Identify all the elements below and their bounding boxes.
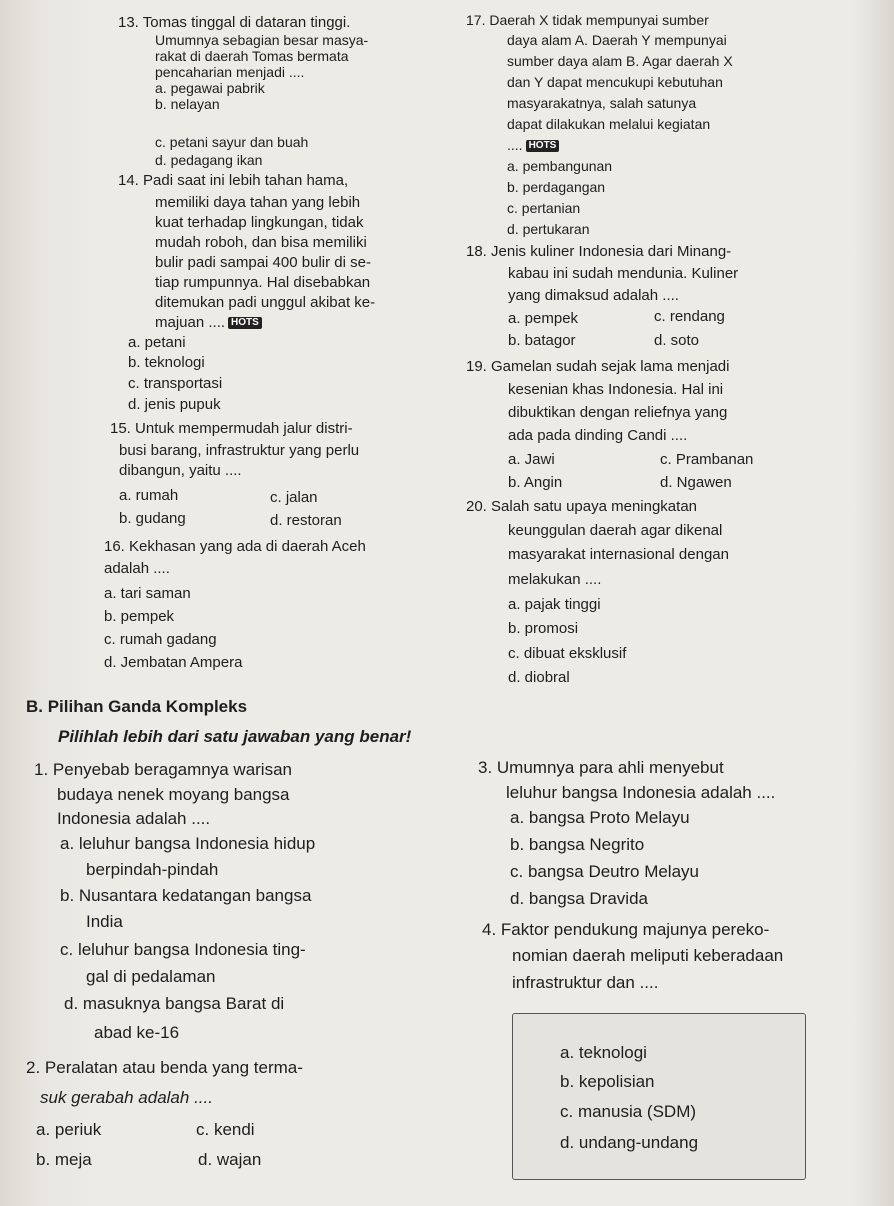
q14-stem-line: ditemukan padi unggul akibat ke-	[155, 294, 376, 311]
q14-stem-line: 14. Padi saat ini lebih tahan hama,	[118, 172, 349, 189]
b-q2-option: a. periuk	[36, 1120, 102, 1139]
b-q1-option: d. masuknya bangsa Barat di	[64, 994, 285, 1013]
q13-option: c. petani sayur dan buah	[155, 134, 309, 150]
b-q4-option: d. undang-undang	[560, 1133, 699, 1152]
q14-stem-line: mudah roboh, dan bisa memiliki	[155, 234, 367, 251]
q14-stem-line: bulir padi sampai 400 bulir di se-	[155, 254, 371, 271]
q17-stem-line: dapat dilakukan melalui kegiatan	[507, 116, 711, 132]
q17-stem-text: ....	[507, 137, 523, 153]
b-q4-stem-line: 4. Faktor pendukung majunya pereko-	[482, 920, 770, 939]
q18-option: b. batagor	[508, 332, 576, 349]
q20-option: d. diobral	[508, 669, 570, 686]
b-q1-stem-line: budaya nenek moyang bangsa	[57, 785, 290, 804]
q15-stem-line: busi barang, infrastruktur yang perlu	[119, 442, 360, 459]
q14-option: a. petani	[128, 334, 186, 351]
b-q3-stem-line: leluhur bangsa Indonesia adalah ....	[506, 783, 776, 802]
q16-option: a. tari saman	[104, 585, 191, 602]
b-q4-option: a. teknologi	[560, 1043, 647, 1062]
b-q3-option: d. bangsa Dravida	[510, 889, 648, 908]
q17-stem-line: sumber daya alam B. Agar daerah X	[507, 53, 733, 69]
q15-stem-line: dibangun, yaitu ....	[119, 462, 242, 479]
b-q4-stem-line: infrastruktur dan ....	[512, 973, 659, 992]
b-q4-options-box	[512, 1013, 806, 1180]
b-q2-stem-line: 2. Peralatan atau benda yang terma-	[26, 1058, 303, 1077]
q16-option: b. pempek	[104, 608, 175, 625]
q16-stem-line: 16. Kekhasan yang ada di daerah Aceh	[104, 538, 366, 555]
b-q3-option: a. bangsa Proto Melayu	[510, 808, 690, 827]
q17-option: c. pertanian	[507, 200, 581, 216]
b-q3-option: c. bangsa Deutro Melayu	[510, 862, 699, 881]
q13-stem-line: pencaharian menjadi ....	[155, 64, 305, 80]
hots-badge: HOTS	[228, 317, 262, 329]
q14-option: b. teknologi	[128, 354, 205, 371]
b-q1-option: a. leluhur bangsa Indonesia hidup	[60, 834, 316, 853]
b-q2-option: b. meja	[36, 1150, 92, 1169]
b-q2-option: c. kendi	[196, 1120, 255, 1139]
q13-stem-line: 13. Tomas tinggal di dataran tinggi.	[118, 14, 351, 31]
q18-option: d. soto	[654, 332, 700, 349]
q17-stem-line: masyarakatnya, salah satunya	[507, 95, 697, 111]
b-q2-option: d. wajan	[198, 1150, 262, 1169]
q14-option: d. jenis pupuk	[128, 396, 221, 413]
q14-stem-line: kuat terhadap lingkungan, tidak	[155, 214, 364, 231]
q16-option: c. rumah gadang	[104, 631, 217, 648]
q13-stem-line: Umumnya sebagian besar masya-	[155, 32, 369, 48]
q16-option: d. Jembatan Ampera	[104, 654, 243, 671]
q13-option: a. pegawai pabrik	[155, 80, 265, 96]
b-q1-option-cont: berpindah-pindah	[86, 860, 219, 879]
q19-stem-line: ada pada dinding Candi ....	[508, 427, 688, 444]
q17-stem-line: dan Y dapat mencukupi kebutuhan	[507, 74, 723, 90]
section-b-instruction: Pilihlah lebih dari satu jawaban yang benar!	[58, 727, 412, 746]
q15-option: a. rumah	[119, 487, 179, 504]
q13-stem-line: rakat di daerah Tomas bermata	[155, 48, 349, 64]
q19-option: a. Jawi	[508, 451, 555, 468]
q15-option: d. restoran	[270, 512, 342, 529]
q20-stem-line: 20. Salah satu upaya meningkatan	[466, 498, 697, 515]
q19-stem-line: dibuktikan dengan reliefnya yang	[508, 404, 728, 421]
q19-option: b. Angin	[508, 474, 563, 491]
q18-stem-line: kabau ini sudah mendunia. Kuliner	[508, 265, 739, 282]
b-q2-stem-line: suk gerabah adalah ....	[40, 1088, 213, 1107]
q20-option: b. promosi	[508, 620, 579, 637]
q17-option: d. pertukaran	[507, 221, 590, 237]
hots-badge: HOTS	[526, 140, 560, 152]
b-q1-option-cont: abad ke-16	[94, 1023, 180, 1042]
section-b-title: B. Pilihan Ganda Kompleks	[26, 697, 248, 716]
q14-option: c. transportasi	[128, 375, 223, 392]
b-q1-option-cont: India	[86, 912, 123, 931]
q17-stem-line: 17. Daerah X tidak mempunyai sumber	[466, 12, 709, 28]
q19-option: c. Prambanan	[660, 451, 754, 468]
q13-option: d. pedagang ikan	[155, 152, 263, 168]
q18-stem-line: 18. Jenis kuliner Indonesia dari Minang-	[466, 243, 732, 260]
q13-option: b. nelayan	[155, 96, 220, 112]
q14-stem-line: memiliki daya tahan yang lebih	[155, 194, 361, 211]
q14-stem-text: majuan ....	[155, 314, 226, 331]
q18-stem-line: yang dimaksud adalah ....	[508, 287, 679, 304]
q17-stem-line: daya alam A. Daerah Y mempunyai	[507, 32, 727, 48]
b-q4-stem-line: nomian daerah meliputi keberadaan	[512, 946, 784, 965]
q15-stem-line: 15. Untuk mempermudah jalur distri-	[110, 420, 353, 437]
q15-option: c. jalan	[270, 489, 318, 506]
b-q3-stem-line: 3. Umumnya para ahli menyebut	[478, 758, 724, 777]
q20-option: a. pajak tinggi	[508, 596, 601, 613]
b-q1-option: b. Nusantara kedatangan bangsa	[60, 886, 312, 905]
b-q4-option: c. manusia (SDM)	[560, 1102, 697, 1121]
b-q1-option: c. leluhur bangsa Indonesia ting-	[60, 940, 306, 959]
q15-option: b. gudang	[119, 510, 186, 527]
q14-stem-line: tiap rumpunnya. Hal disebabkan	[155, 274, 371, 291]
q19-stem-line: 19. Gamelan sudah sejak lama menjadi	[466, 358, 730, 375]
q20-stem-line: melakukan ....	[508, 571, 602, 588]
q20-stem-line: masyarakat internasional dengan	[508, 546, 729, 563]
b-q4-option: b. kepolisian	[560, 1072, 655, 1091]
q20-option: c. dibuat eksklusif	[508, 645, 627, 662]
q19-stem-line: kesenian khas Indonesia. Hal ini	[508, 381, 724, 398]
b-q1-option-cont: gal di pedalaman	[86, 967, 216, 986]
q17-option: a. pembangunan	[507, 158, 613, 174]
b-q1-stem-line: Indonesia adalah ....	[57, 809, 211, 828]
b-q3-option: b. bangsa Negrito	[510, 835, 645, 854]
q19-option: d. Ngawen	[660, 474, 732, 491]
b-q1-stem-line: 1. Penyebab beragamnya warisan	[34, 760, 292, 779]
q18-option: a. pempek	[508, 310, 579, 327]
q16-stem-line: adalah ....	[104, 560, 170, 577]
q18-option: c. rendang	[654, 308, 725, 325]
q17-option: b. perdagangan	[507, 179, 606, 195]
q20-stem-line: keunggulan daerah agar dikenal	[508, 522, 723, 539]
